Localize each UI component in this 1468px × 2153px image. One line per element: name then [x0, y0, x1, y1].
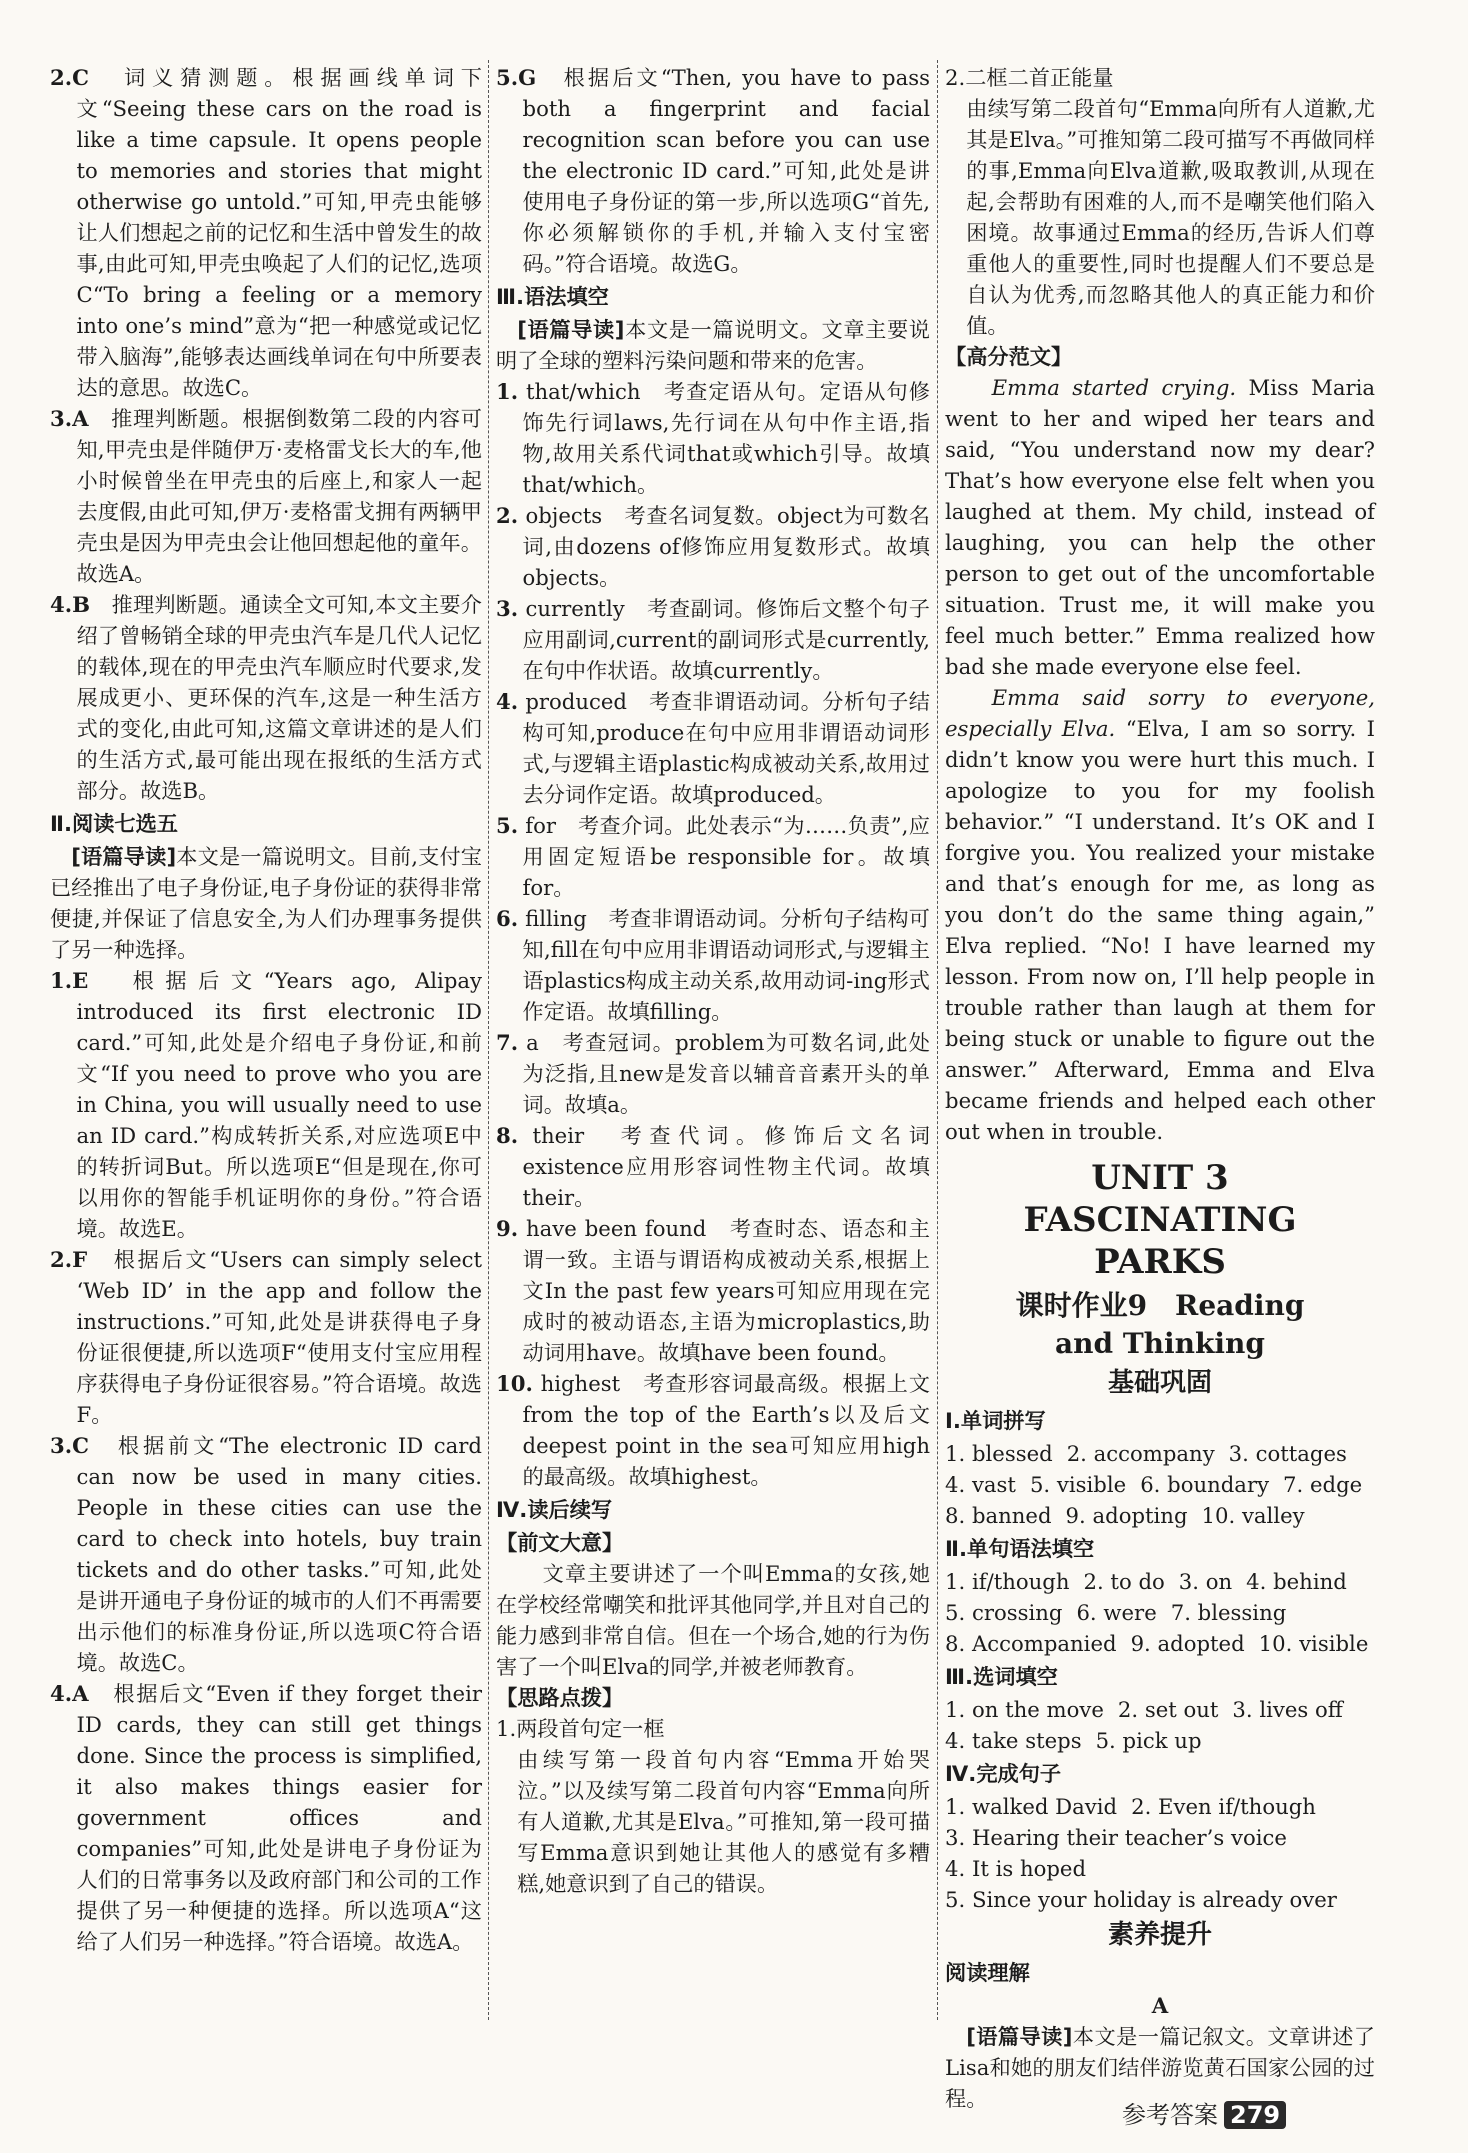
answer-item: [496, 593, 930, 686]
item-explanation: 考查冠词。problem为可数名词,此处为泛指,且new是发音以辅音音素开头的单词。故填a。: [522, 1030, 930, 1117]
guide-text: 本文是一篇说明文。目前,支付宝已经推出了电子身份证,电子身份证的获得非常便捷,并保证了信息安全,为人们办理事务提供了另一种选择。: [50, 844, 482, 962]
answer-cell: 1. on the move: [945, 1697, 1104, 1722]
lesson-title: [945, 1287, 1375, 1363]
item-number: 2.: [496, 503, 519, 528]
answer-cell: 3. Hearing their teacher’s voice: [945, 1825, 1287, 1850]
item-answer: A: [72, 406, 89, 431]
item-explanation: 考查代词。修饰后文名词existence应用形容词性物主代词。故填their。: [522, 1123, 930, 1210]
section-heading: Ⅳ.完成句子: [945, 1761, 1062, 1786]
answer-cell: 6. boundary: [1140, 1472, 1270, 1497]
paragraph-body: Miss Maria went to her and wiped her tears and said, “You understand now my dear? That’s how everyone else felt when you laughed at them. My child, instead of laughing, you can help the other person to get out of the uncomfortable situation. Trust me, it will make you feel much better.” Emma realized how bad she made everyone else feel.: [945, 375, 1375, 679]
answer-cell: 4. It is hoped: [945, 1856, 1087, 1881]
tips-heading: 【思路点拨】: [496, 1685, 624, 1710]
item-answer: for: [525, 813, 556, 838]
item-number: 3.: [50, 1433, 73, 1458]
answer-item: [496, 686, 930, 810]
reading-heading: 阅读理解: [945, 1960, 1030, 1985]
section-heading: Ⅳ.读后续写: [496, 1497, 613, 1522]
answers-grammar: [945, 1566, 1375, 1659]
column-divider-1: [488, 60, 489, 2020]
tip-title: 2.二框二首正能量: [945, 65, 1114, 90]
item-explanation: 根据前文“The electronic ID card can now be used in many cities. People in these cities can use the card to check into hotels, buy train tickets and do other tasks.”可知,此处是讲开通电子身份证的城市的人们不再需要出示他们的标准身份证,所以选项C符合语境。故选C。: [76, 1433, 482, 1675]
item-explanation: 考查非谓语动词。分析句子结构可知,fill在句中应用非谓语动词形式,与逻辑主语plastics构成主动关系,故用动词-ing形式作定语。故填filling。: [522, 906, 930, 1024]
answer-item: [50, 403, 482, 589]
answer-row: [945, 1438, 1375, 1469]
item-number: 4.: [50, 1681, 73, 1706]
answer-row: [945, 1597, 1375, 1628]
paragraph-opening: Emma started crying.: [991, 375, 1237, 400]
answer-row: [945, 1628, 1375, 1659]
guide-text: 本文是一篇说明文。文章主要说明了全球的塑料污染问题和带来的危害。: [496, 317, 930, 373]
column-3: [945, 62, 1375, 2114]
guide-tag: [语篇导读]: [966, 2024, 1073, 2049]
improve-heading: 素养提升: [1107, 1920, 1212, 1950]
item-number: 3.: [50, 406, 73, 431]
answer-cell: 4. behind: [1246, 1569, 1347, 1594]
page-number: 279: [1224, 2101, 1286, 2129]
summary-text: 文章主要讲述了一个叫Emma的女孩,她在学校经常嘲笑和批评其他同学,并且对自己的能力感到非常自信。但在一个场合,她的行为伤害了一个叫Elva的同学,并被老师教育。: [496, 1561, 930, 1679]
item-explanation: 考查名词复数。object为可数名词,由dozens of修饰应用复数形式。故填objects。: [522, 503, 930, 590]
section-heading: Ⅰ.单词拼写: [945, 1408, 1046, 1433]
answer-cell: 9. adopted: [1130, 1631, 1245, 1656]
item-answer: C: [72, 1433, 89, 1458]
item-explanation: 推理判断题。通读全文可知,本文主要介绍了曾畅销全球的甲壳虫汽车是几代人记忆的载体,现在的甲壳虫汽车顺应时代要求,发展成更小、更环保的汽车,这是一种生活方式的变化,由此可知,这篇文章讲述的是人们的生活方式,最可能出现在报纸的生活方式部分。故选B。: [76, 592, 482, 803]
answer-cell: 7. blessing: [1170, 1600, 1287, 1625]
item-answer: produced: [525, 689, 627, 714]
section-heading: Ⅱ.阅读七选五: [50, 811, 178, 836]
answer-cell: 10. valley: [1201, 1503, 1305, 1528]
model-essay-paragraph-2: [945, 682, 1375, 1147]
item-explanation: 根据后文“Even if they forget their ID cards, they can still get things done. Since the process is simplified, it also makes things easier for government offices and companies”可知,此处是讲电子身份证为人们的日常事务以及政府部门和公司的工作提供了另一种便捷的选择。所以选项A“这给了人们另一种选择。”符合语境。故选A。: [76, 1681, 482, 1954]
answer-cell: 6. were: [1076, 1600, 1157, 1625]
answer-item: [496, 903, 930, 1027]
item-answer: A: [72, 1681, 89, 1706]
tip-text: 由续写第一段首句内容“Emma开始哭泣。”以及续写第二段首句内容“Emma向所有人道歉,尤其是Elva。”可推知,第一段可描写Emma意识到她让其他人的感觉有多糟糕,她意识到了自己的错误。: [517, 1747, 930, 1896]
answer-cell: 2. accompany: [1066, 1441, 1215, 1466]
answer-cell: 4. take steps: [945, 1728, 1082, 1753]
unit-title: [945, 1157, 1375, 1283]
answer-item: [50, 1678, 482, 1957]
item-answer: filling: [525, 906, 587, 931]
answer-cell: 5. visible: [1029, 1472, 1127, 1497]
item-explanation: 根据后文“Users can simply select ‘Web ID’ in the app and follow the instructions.”可知,此处是讲获得电子身份证很便捷,所以选项F“使用支付宝应用程序获得电子身份证很容易。”符合语境。故选F。: [76, 1247, 482, 1427]
lesson-title-line: 课时作业9 Reading: [1015, 1289, 1305, 1322]
answers-word-choice: [945, 1694, 1375, 1756]
answer-cell: 1. blessed: [945, 1441, 1053, 1466]
answer-row: [945, 1725, 1375, 1756]
answer-item: [496, 1368, 930, 1492]
item-explanation: 考查形容词最高级。根据上文from the top of the Earth’s以及后文deepest point in the sea可知应用high的最高级。故填highest。: [522, 1371, 930, 1489]
item-number: 5.: [496, 65, 519, 90]
answer-cell: 3. lives off: [1232, 1697, 1343, 1722]
item-answer: objects: [525, 503, 603, 528]
item-number: 4.: [50, 592, 73, 617]
answer-cell: 8. Accompanied: [945, 1631, 1117, 1656]
answer-row: [945, 1853, 1375, 1884]
answer-row: [945, 1694, 1375, 1725]
answer-cell: 9. adopting: [1065, 1503, 1188, 1528]
answer-cell: 3. on: [1178, 1569, 1233, 1594]
passage-label: A: [1151, 1993, 1169, 2018]
item-answer: that/which: [525, 379, 641, 404]
passage-guide: [496, 314, 930, 376]
item-explanation: 词义猜测题。根据画线单词下文“Seeing these cars on the road is like a time capsule. It opens people to memories and stories that might otherwise go untold.”可知,甲壳虫能够让人们想起之前的记忆和生活中曾发生的故事,由此可知,甲壳虫唤起了人们的记忆,选项C“To bring a feeling or a memory into one’s mind”意为“把一种感觉或记忆带入脑海”,能够表达画线单词在句中所要表达的意思。故选C。: [76, 65, 482, 400]
item-number: 6.: [496, 906, 519, 931]
answer-cell: 5. pick up: [1095, 1728, 1202, 1753]
item-explanation: 考查副词。修饰后文整个句子应用副词,current的副词形式是currently,在句中作状语。故填currently。: [522, 596, 930, 683]
column-2: [496, 62, 930, 1899]
model-essay-heading: 【高分范文】: [945, 344, 1073, 369]
summary-heading: 【前文大意】: [496, 1530, 624, 1555]
answer-cell: 5. Since your holiday is already over: [945, 1887, 1337, 1912]
item-number: 7.: [496, 1030, 519, 1055]
unit-title-line: PARKS: [1094, 1242, 1226, 1282]
column-1: [50, 62, 482, 1957]
answer-item: [50, 62, 482, 403]
passage-guide: [50, 841, 482, 965]
guide-tag: [语篇导读]: [517, 317, 625, 342]
item-answer: G: [518, 65, 537, 90]
item-answer: their: [532, 1123, 585, 1148]
column-divider-2: [937, 60, 938, 2020]
item-answer: have been found: [526, 1216, 707, 1241]
answer-item: [50, 1430, 482, 1678]
page-footer: [1122, 2095, 1286, 2130]
paragraph-opening: Emma said sorry to everyone, especially Elva.: [945, 685, 1375, 741]
guide-text: 本文是一篇记叙文。文章讲述了Lisa和她的朋友们结伴游览黄石国家公园的过程。: [945, 2024, 1375, 2111]
item-number: 2.: [50, 1247, 73, 1272]
tip-text: 由续写第二段首句“Emma向所有人道歉,尤其是Elva。”可推知第二段可描写不再做同样的事,Emma向Elva道歉,吸取教训,从现在起,会帮助有困难的人,而不是嘲笑他们陷入困境。故事通过Emma的经历,告诉人们尊重他人的重要性,同时也提醒人们不要总是自认为优秀,而忽略其他人的真正能力和价值。: [966, 96, 1375, 338]
item-answer: currently: [525, 596, 625, 621]
answer-cell: 1. walked David: [945, 1794, 1118, 1819]
basic-heading: 基础巩固: [1107, 1368, 1212, 1398]
answer-cell: 7. edge: [1283, 1472, 1363, 1497]
answer-item: [496, 62, 930, 279]
answer-row: [945, 1822, 1375, 1853]
answer-cell: 4. vast: [945, 1472, 1016, 1497]
section-heading: Ⅱ.单句语法填空: [945, 1536, 1095, 1561]
unit-title-line: UNIT 3 FASCINATING: [1023, 1158, 1297, 1240]
item-number: 8.: [496, 1123, 519, 1148]
answer-item: [50, 589, 482, 806]
item-number: 1.: [496, 379, 519, 404]
item-answer: C: [72, 65, 89, 90]
model-essay-paragraph-1: [945, 372, 1375, 682]
answer-cell: 3. cottages: [1228, 1441, 1347, 1466]
answer-cell: 10. visible: [1258, 1631, 1369, 1656]
item-number: 9.: [496, 1216, 519, 1241]
answer-item: [50, 1244, 482, 1430]
item-explanation: 考查时态、语态和主谓一致。主语与谓语构成被动关系,根据上文In the past few years可知应用现在完成时的被动语态,主语为microplastics,助动词用have。故填have been found。: [522, 1216, 930, 1365]
item-answer: highest: [540, 1371, 621, 1396]
answers-sentence-completion: [945, 1791, 1375, 1915]
answer-item: [496, 500, 930, 593]
item-answer: a: [526, 1030, 539, 1055]
lesson-title-line: and Thinking: [1055, 1327, 1265, 1360]
answer-item: [496, 1120, 930, 1213]
item-number: 1.: [50, 968, 73, 993]
answer-row: [945, 1469, 1375, 1500]
tip-title: 1.两段首句定一框: [496, 1716, 665, 1741]
item-explanation: 考查非谓语动词。分析句子结构可知,produce在句中应用非谓语动词形式,与逻辑主语plastic构成被动关系,故用过去分词作定语。故填produced。: [522, 689, 930, 807]
guide-tag: [语篇导读]: [71, 844, 177, 869]
item-number: 4.: [496, 689, 519, 714]
answer-row: [945, 1791, 1375, 1822]
item-explanation: 根据后文“Then, you have to pass both a fingerprint and facial recognition scan before you can use the electronic ID card.”可知,此处是讲使用电子身份证的第一步,所以选项G“首先,你必须解锁你的手机,并输入支付宝密码。”符合语境。故选G。: [522, 65, 930, 276]
paragraph-body: “Elva, I am so sorry. I didn’t know you were hurt this much. I apologize to you for my foolish behavior.” “I understand. It’s OK and I forgive you. You realized your mistake and that’s enough for me, as long as you don’t do the same thing again,” Elva replied. “No! I have learned my lesson. From now on, I’ll help people in trouble rather than laugh at them for being stuck or unable to figure out the answer.” Afterward, Emma and Elva became friends and helped each other out when in trouble.: [945, 716, 1375, 1144]
item-answer: B: [72, 592, 91, 617]
item-number: 3.: [496, 596, 519, 621]
item-explanation: 根据后文“Years ago, Alipay introduced its first electronic ID card.”可知,此处是介绍电子身份证,和前文“If you need to prove who you are in China, you will usually need to use an ID card.”构成转折关系,对应选项E中的转折词But。所以选项E“但是现在,你可以用你的智能手机证明你的身份。”符合语境。故选E。: [76, 968, 482, 1241]
item-explanation: 考查定语从句。定语从句修饰先行词laws,先行词在从句中作主语,指物,故用关系代词that或which引导。故填that/which。: [522, 379, 930, 497]
item-number: 5.: [496, 813, 519, 838]
answer-cell: 1. if/though: [945, 1569, 1070, 1594]
answer-item: [496, 1027, 930, 1120]
item-number: 10.: [496, 1371, 533, 1396]
answer-item: [496, 1213, 930, 1368]
answer-cell: 5. crossing: [945, 1600, 1063, 1625]
item-number: 2.: [50, 65, 73, 90]
answer-cell: 8. banned: [945, 1503, 1052, 1528]
answer-cell: 2. to do: [1083, 1569, 1165, 1594]
answer-item: [50, 965, 482, 1244]
footer-label: 参考答案: [1122, 2101, 1218, 2129]
item-explanation: 推理判断题。根据倒数第二段的内容可知,甲壳虫是伴随伊万·麦格雷戈长大的车,他小时候曾坐在甲壳虫的后座上,和家人一起去度假,由此可知,伊万·麦格雷戈拥有两辆甲壳虫是因为甲壳虫会让他回想起他的童年。故选A。: [76, 406, 482, 586]
answer-item: [496, 810, 930, 903]
item-explanation: 考查介词。此处表示“为……负责”,应用固定短语be responsible for。故填for。: [522, 813, 930, 900]
section-heading: Ⅲ.选词填空: [945, 1664, 1058, 1689]
answer-item: [496, 376, 930, 500]
answer-cell: 2. set out: [1117, 1697, 1219, 1722]
answer-row: [945, 1566, 1375, 1597]
item-answer: F: [72, 1247, 88, 1272]
answer-row: [945, 1500, 1375, 1531]
section-heading: Ⅲ.语法填空: [496, 284, 609, 309]
answers-spelling: [945, 1438, 1375, 1531]
answer-cell: 2. Even if/though: [1131, 1794, 1316, 1819]
answer-row: [945, 1884, 1375, 1915]
item-answer: E: [72, 968, 89, 993]
